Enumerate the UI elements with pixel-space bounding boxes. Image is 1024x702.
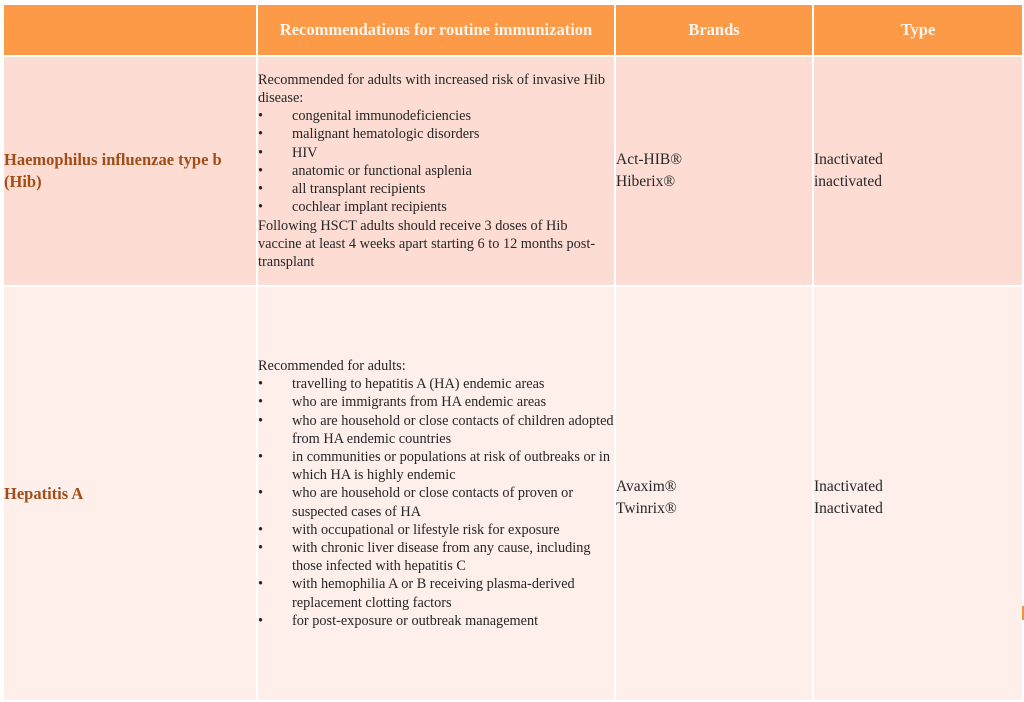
recommendation-item: • for post-exposure or outbreak management: [258, 612, 614, 630]
disease-name: Haemophilus influenzae type b (Hib): [4, 57, 256, 285]
type-cell: [814, 57, 1022, 285]
recommendation-item: • HIV: [258, 144, 614, 162]
table-row-hepatitis-a: [4, 287, 1022, 700]
brand-name: Avaxim®: [616, 477, 677, 495]
recommendation-list: [258, 107, 614, 216]
header-recommendations: Recommendations for routine immunization: [258, 5, 614, 55]
brands-cell: [616, 57, 812, 285]
recommendation-item: • with hemophilia A or B receiving plasma-derived replacement clotting factors: [258, 575, 614, 611]
recommendation-item: • who are household or close contacts of children adopted from HA endemic countries: [258, 412, 614, 448]
recommendation-item: • malignant hematologic disorders: [258, 125, 614, 143]
recommendation-item: • who are household or close contacts of proven or suspected cases of HA: [258, 484, 614, 520]
recommendation-item: • who are immigrants from HA endemic areas: [258, 393, 614, 411]
recommendation-item: • with occupational or lifestyle risk for exposure: [258, 521, 614, 539]
recommendation-list: [258, 375, 614, 630]
brand-name: Hiberix®: [616, 173, 676, 190]
brands-cell: [616, 287, 812, 700]
header-brands: Brands: [616, 5, 812, 55]
recommendation-item: • in communities or populations at risk of outbreaks or in which HA is highly endemic: [258, 448, 614, 484]
recommendation-item: • cochlear implant recipients: [258, 198, 614, 216]
table-header-row: [4, 5, 1022, 55]
recommendation-item: • with chronic liver disease from any cause, including those infected with hepatitis C: [258, 539, 614, 575]
recommendation-intro: Recommended for adults with increased risk of invasive Hib disease:: [258, 71, 606, 107]
brand-name: Act-HIB®: [616, 151, 683, 168]
recommendation-item: • congenital immunodeficiencies: [258, 107, 614, 125]
recommendation-item: • all transplant recipients: [258, 180, 614, 198]
table-row-hib: [4, 57, 1022, 285]
header-disease: [4, 5, 256, 55]
header-type: Type: [814, 5, 1022, 55]
vaccine-type: Inactivated: [814, 477, 883, 495]
vaccine-type: inactivated: [814, 173, 882, 190]
disease-name: Hepatitis A: [4, 287, 256, 700]
vaccine-table: [2, 3, 1024, 702]
vaccine-type: Inactivated: [814, 499, 883, 517]
recommendation-outro: Following HSCT adults should receive 3 doses of Hib vaccine at least 4 weeks apart starting 6 to 12 months post-transplant: [258, 217, 596, 270]
type-cell: [814, 287, 1022, 700]
brand-name: Twinrix®: [616, 499, 677, 517]
recommendation-cell: [258, 57, 614, 285]
recommendation-cell: [258, 287, 614, 700]
recommendation-item: • anatomic or functional asplenia: [258, 162, 614, 180]
recommendation-intro: Recommended for adults:: [258, 357, 406, 374]
recommendation-item: • travelling to hepatitis A (HA) endemic areas: [258, 375, 614, 393]
vaccine-type: Inactivated: [814, 151, 883, 168]
